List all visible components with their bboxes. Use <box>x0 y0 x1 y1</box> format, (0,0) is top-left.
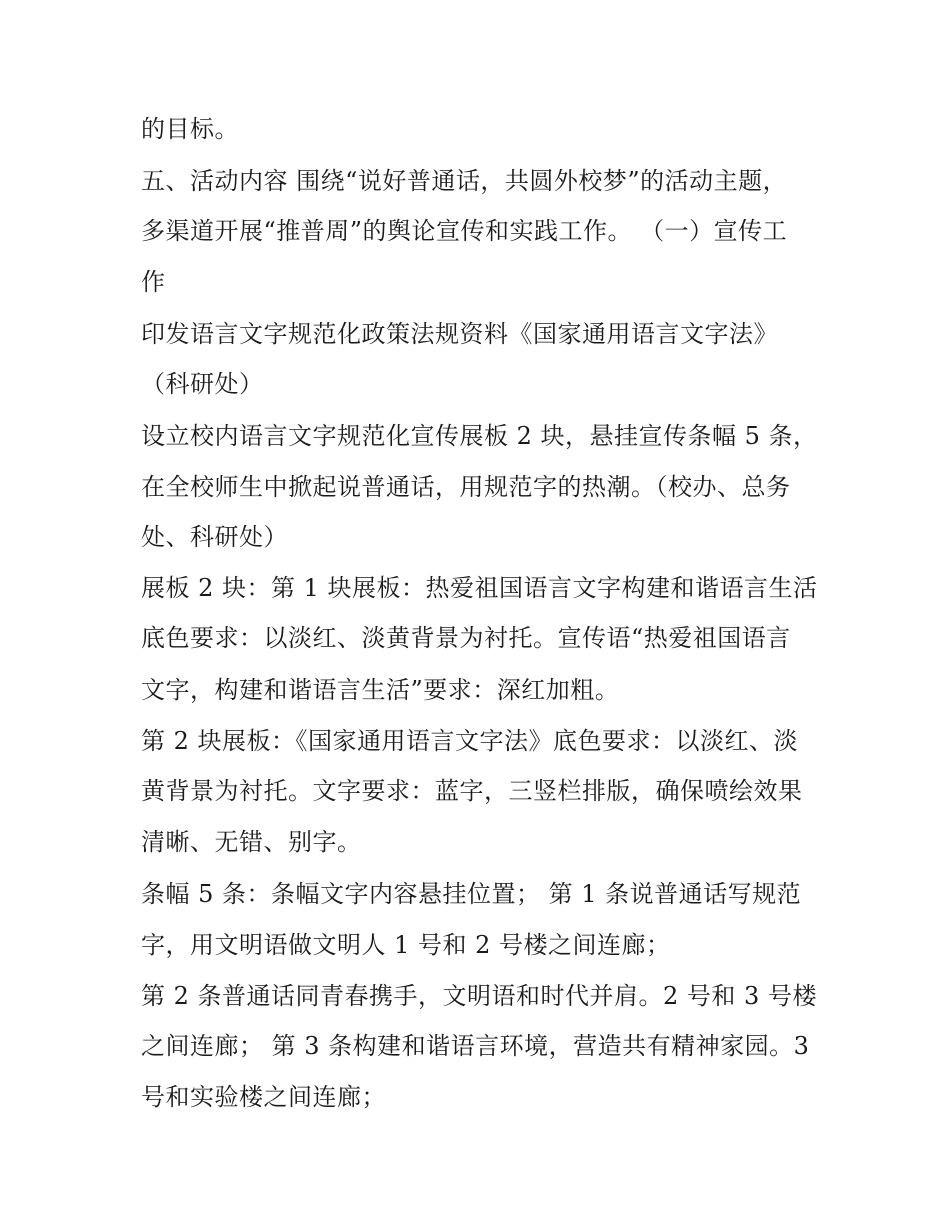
text-line: （科研处） <box>141 370 264 398</box>
text-line: 之间连廊； 第 3 条构建和谐语言环境，营造共有精神家园。3 <box>141 1032 810 1060</box>
text-line: 印发语言文字规范化政策法规资料《国家通用语言文字法》 <box>141 320 778 348</box>
text-line: 多渠道开展“推普周”的舆论宣传和实践工作。 （一）宣传工 <box>141 217 788 245</box>
text-line: 条幅 5 条：条幅文字内容悬挂位置； 第 1 条说普通话写规范 <box>141 880 802 908</box>
text-line: 设立校内语言文字规范化宣传展板 2 块，悬挂宣传条幅 5 条， <box>141 422 818 450</box>
text-line: 清晰、无错、别字。 <box>141 828 362 856</box>
text-line: 在全校师生中掀起说普通话，用规范字的热潮。（校办、总务 <box>141 473 791 501</box>
text-line: 第 2 块展板：《国家通用语言文字法》底色要求：以淡红、淡 <box>141 727 799 755</box>
text-line: 底色要求：以淡红、淡黄背景为衬托。宣传语“热爱祖国语言 <box>141 624 791 652</box>
text-line: 展板 2 块：第 1 块展板：热爱祖国语言文字构建和谐语言生活 <box>141 574 818 602</box>
text-line: 第 2 条普通话同青春携手，文明语和时代并肩。2 号和 3 号楼 <box>141 982 817 1010</box>
text-line: 作 <box>141 268 166 296</box>
text-line: 处、科研处） <box>141 523 288 551</box>
text-line: 文字，构建和谐语言生活”要求：深红加粗。 <box>141 676 620 704</box>
text-line: 五、活动内容 围绕“说好普通话，共圆外校梦”的活动主题， <box>141 167 788 195</box>
text-line: 号和实验楼之间连廊； <box>141 1083 386 1111</box>
text-line: 的目标。 <box>141 115 239 143</box>
text-line: 字，用文明语做文明人 1 号和 2 号楼之间连廊； <box>141 931 671 959</box>
text-line: 黄背景为衬托。文字要求：蓝字，三竖栏排版，确保喷绘效果 <box>141 777 803 805</box>
